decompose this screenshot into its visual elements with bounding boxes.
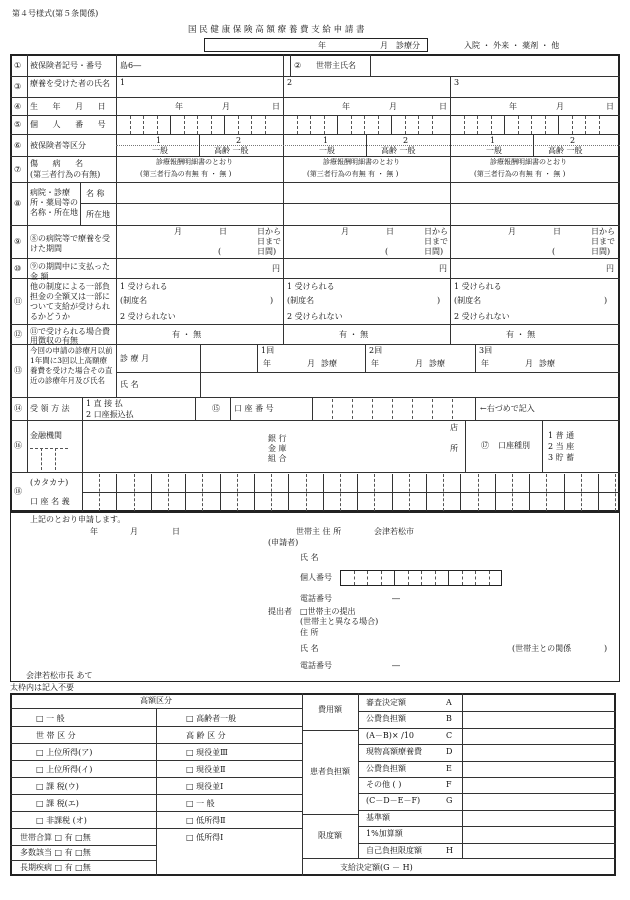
relation-label: (世帯主との関係 bbox=[512, 644, 572, 653]
account-type-label: 口座種別 bbox=[498, 441, 530, 450]
num-16: ⑯ bbox=[14, 441, 22, 450]
kogaku-left-6[interactable]: □ 非課税 (オ) bbox=[36, 816, 87, 825]
patient-name-label: 療養を受けた者の氏名 bbox=[30, 79, 110, 88]
other-1-yes[interactable]: 1 受けられる bbox=[287, 282, 335, 291]
disease-label: 傷 病 名 bbox=[30, 159, 90, 168]
applicant-address[interactable]: 会津若松市 bbox=[374, 527, 414, 536]
thirdparty-1[interactable]: (第三者行為の有無 有 ・ 無 ) bbox=[307, 170, 399, 178]
fee-yn-1[interactable]: 有 ・ 無 bbox=[172, 330, 202, 339]
bank-type-3[interactable]: 組 合 bbox=[268, 454, 287, 463]
branch-label-b: 所 bbox=[450, 444, 458, 453]
prior-1-month: 月 bbox=[415, 359, 423, 368]
office-item-5-code: F bbox=[446, 780, 452, 789]
other-0-system: (制度名 bbox=[120, 296, 148, 305]
prior-1-times: 2回 bbox=[369, 346, 383, 355]
cat-1-opt1-no: 1 bbox=[323, 136, 329, 145]
kogaku-right-2[interactable]: □ 現役並Ⅲ bbox=[186, 748, 228, 757]
period-1-to: 日まで bbox=[424, 237, 448, 246]
submitter-note: (世帯主と異なる場合) bbox=[300, 617, 379, 626]
patient-burden-label: 患者負担額 bbox=[310, 767, 350, 776]
office-item-9-code: H bbox=[446, 845, 453, 855]
kogaku-right-0[interactable]: □ 高齢者一般 bbox=[186, 714, 237, 723]
period-1-month: 月 bbox=[341, 227, 349, 236]
kogaku-left-2[interactable]: □ 上位所得(ア) bbox=[36, 748, 93, 757]
bd1-year: 年 bbox=[175, 102, 183, 111]
birthdate-label: 生 年 月 日 bbox=[30, 102, 112, 111]
prior-0-year: 年 bbox=[263, 359, 271, 368]
treatment-month-label: 診 療 月 bbox=[120, 354, 150, 363]
relation-close: ) bbox=[604, 644, 608, 653]
receipt-transfer[interactable]: 2 口座振込払 bbox=[86, 410, 134, 419]
period-0-from: 日から bbox=[257, 227, 281, 236]
right-align-note: ←右づめで記入 bbox=[480, 404, 535, 413]
account-number-label: 口 座 番 号 bbox=[234, 404, 274, 413]
receipt-direct[interactable]: 1 直 接 払 bbox=[86, 399, 123, 408]
insured-number-value[interactable]: 島6― bbox=[120, 61, 142, 70]
fee-yn-2[interactable]: 有 ・ 無 bbox=[339, 330, 369, 339]
cat-0-opt2-no: 2 bbox=[236, 136, 242, 145]
num-18: ⑱ bbox=[14, 487, 22, 496]
other-system-label: 他の制度による一部負担金の全額又は一部について支給が受けられるかどうか bbox=[30, 282, 110, 321]
num-11: ⑪ bbox=[14, 297, 22, 306]
num-17: ⑰ bbox=[481, 441, 489, 450]
cat-1-opt2[interactable]: 高齢 一般 bbox=[381, 146, 416, 155]
prior-name-label: 氏 名 bbox=[120, 380, 139, 389]
office-item-2-code: C bbox=[446, 730, 453, 740]
payment-decision: 支給決定額(G － H) bbox=[340, 863, 413, 872]
branch-label-a: 店 bbox=[450, 423, 458, 432]
period-0-month: 月 bbox=[174, 227, 182, 236]
other-0-yes[interactable]: 1 受けられる bbox=[120, 282, 168, 291]
bd2-year: 年 bbox=[342, 102, 350, 111]
thirdparty-0[interactable]: (第三者行為の有無 有 ・ 無 ) bbox=[140, 170, 232, 178]
prior-0-month: 月 bbox=[307, 359, 315, 368]
kogaku-left-4[interactable]: □ 課 税(ウ) bbox=[36, 782, 79, 791]
num-7: ⑦ bbox=[14, 165, 22, 174]
teishotoku-1[interactable]: □ 低所得Ⅰ bbox=[186, 833, 224, 842]
other-1-close: ) bbox=[437, 296, 441, 305]
bd3-month: 月 bbox=[556, 102, 564, 111]
prior-2-times: 3回 bbox=[479, 346, 493, 355]
other-2-yes[interactable]: 1 受けられる bbox=[454, 282, 502, 291]
addressee: 会津若松市長 あて bbox=[26, 671, 93, 680]
bank-type-1[interactable]: 銀 行 bbox=[268, 434, 287, 443]
office-item-0: 審査決定額 bbox=[366, 698, 406, 707]
bd3-year: 年 bbox=[509, 102, 517, 111]
fee-collection-label: ⑪で受けられる場合費用徴収の有無 bbox=[30, 327, 110, 345]
office-item-8: 1%加算額 bbox=[366, 829, 403, 839]
kogaku-left-1: 世 帯 区 分 bbox=[36, 731, 76, 740]
other-0-close: ) bbox=[270, 296, 274, 305]
account-holder-label: 口 座 名 義 bbox=[30, 497, 70, 506]
period-2-paren: ( bbox=[552, 247, 556, 256]
other-2-close: ) bbox=[604, 296, 608, 305]
householder-name-label: 世帯主氏名 bbox=[316, 61, 356, 70]
applicant-personal-no-label: 個人番号 bbox=[300, 573, 332, 582]
kogaku-left-5[interactable]: □ 課 税(エ) bbox=[36, 799, 79, 808]
kogaku-right-5[interactable]: □ 一 般 bbox=[186, 799, 215, 808]
applicant-address-label: 世帯主 住 所 bbox=[296, 527, 342, 536]
prior-1-year: 年 bbox=[371, 359, 379, 368]
disease-1: 診療報酬明細書のとおり bbox=[323, 158, 400, 166]
other-1-system: (制度名 bbox=[287, 296, 315, 305]
num-1: ① bbox=[14, 61, 22, 70]
other-2-no[interactable]: 2 受けられない bbox=[454, 312, 510, 321]
insured-category-label: 被保険者等区分 bbox=[30, 141, 86, 150]
setai-gassan[interactable]: 世帯合算 □ 有 □無 bbox=[20, 833, 91, 842]
kana-label: (カタカナ) bbox=[30, 478, 69, 487]
submitter-phone-label: 電話番号 bbox=[300, 661, 332, 670]
cat-2-opt2-no: 2 bbox=[570, 136, 576, 145]
phone-label: 電話番号 bbox=[300, 594, 332, 603]
other-2-system: (制度名 bbox=[454, 296, 482, 305]
office-item-7: 基準額 bbox=[366, 812, 390, 822]
num-6: ⑥ bbox=[14, 141, 22, 150]
app-day: 日 bbox=[172, 527, 180, 536]
hospital-address-label: 所在地 bbox=[86, 210, 110, 219]
form-number: 第４号様式(第５条関係) bbox=[12, 9, 99, 18]
submitter-phone-dash: ― bbox=[392, 661, 400, 670]
paid-amount-label: ⑨の期間中に支払った 金 額 bbox=[30, 262, 110, 281]
bd2-day: 日 bbox=[439, 102, 447, 111]
period-0-day: 日 bbox=[219, 227, 227, 236]
period-0-days: 日間) bbox=[257, 247, 277, 256]
bank-type-2[interactable]: 金 庫 bbox=[268, 444, 287, 453]
bd1-day: 日 bbox=[272, 102, 280, 111]
period-1-from: 日から bbox=[424, 227, 448, 236]
office-use-table bbox=[10, 693, 616, 876]
office-item-6: (C－D－E－F) bbox=[366, 796, 421, 806]
bd2-month: 月 bbox=[389, 102, 397, 111]
form-title: 国 民 健 康 保 険 高 額 療 養 費 支 給 申 請 書 bbox=[188, 25, 365, 35]
office-item-2: (A－B)× /10 bbox=[366, 730, 415, 740]
receipt-method-label: 受 領 方 法 bbox=[30, 404, 70, 413]
col-1: 1 bbox=[120, 78, 126, 87]
declaration: 上記のとおり申請します。 bbox=[30, 515, 126, 524]
kogaku-right-3[interactable]: □ 現役並Ⅱ bbox=[186, 765, 226, 774]
prior-1-shinryo: 診療 bbox=[429, 359, 445, 368]
kogaku-right-1: 高 齢 区 分 bbox=[186, 731, 226, 740]
prior-2-year: 年 bbox=[481, 359, 489, 368]
kogaku-left-0[interactable]: □ 一 般 bbox=[36, 714, 65, 723]
period-box[interactable] bbox=[204, 38, 428, 52]
insured-number-label: 被保険者記号・番号 bbox=[30, 61, 102, 70]
period-1-paren: ( bbox=[385, 247, 389, 256]
num-9: ⑨ bbox=[14, 237, 22, 246]
other-0-no[interactable]: 2 受けられない bbox=[120, 312, 176, 321]
period-0-to: 日まで bbox=[257, 237, 281, 246]
office-item-9: 自己負担限度額 bbox=[366, 845, 422, 855]
office-item-4-code: E bbox=[446, 763, 452, 773]
other-1-no[interactable]: 2 受けられない bbox=[287, 312, 343, 321]
office-item-3-code: D bbox=[446, 747, 453, 757]
financial-institution-label: 金融機関 bbox=[30, 431, 62, 440]
tasu-gaito[interactable]: 多数該当 □ 有 □無 bbox=[20, 848, 91, 857]
prior-2-month: 月 bbox=[525, 359, 533, 368]
hospital-label: 病院・診療所・薬局等の名称・所在地 bbox=[30, 188, 78, 217]
cat-1-opt1[interactable]: 一般 bbox=[319, 146, 335, 155]
submitter-label: 提出者 bbox=[268, 607, 292, 616]
app-month: 月 bbox=[130, 527, 138, 536]
period-suffix: 診療分 bbox=[396, 41, 420, 50]
account-type-1[interactable]: 1 普 通 bbox=[548, 431, 575, 440]
prior-2-shinryo: 診療 bbox=[539, 359, 555, 368]
office-item-1-code: B bbox=[446, 714, 452, 724]
period-0-paren: ( bbox=[218, 247, 222, 256]
office-item-3: 現物高額療養費 bbox=[366, 747, 422, 757]
limit-label: 限度額 bbox=[318, 831, 342, 840]
disease-0: 診療報酬明細書のとおり bbox=[156, 158, 233, 166]
phone-dash: ― bbox=[392, 594, 400, 603]
period-year: 年 bbox=[318, 41, 326, 50]
num-15: ⑮ bbox=[212, 404, 220, 413]
cost-label: 費用額 bbox=[318, 705, 342, 714]
cat-0-opt1[interactable]: 一般 bbox=[152, 146, 168, 155]
office-item-6-code: G bbox=[446, 796, 453, 806]
app-year: 年 bbox=[90, 527, 98, 536]
cat-2-opt1-no: 1 bbox=[490, 136, 496, 145]
prior-0-times: 1回 bbox=[261, 346, 275, 355]
paid-unit-2: 円 bbox=[439, 264, 447, 273]
applicant-name-label: 氏 名 bbox=[300, 553, 319, 562]
num-13: ⑬ bbox=[14, 366, 22, 375]
num-10: ⑩ bbox=[14, 264, 22, 273]
period-1-day: 日 bbox=[386, 227, 394, 236]
hospital-name-label: 名 称 bbox=[86, 189, 105, 198]
period-2-from: 日から bbox=[591, 227, 615, 236]
period-2-to: 日まで bbox=[591, 237, 615, 246]
period-month: 月 bbox=[380, 41, 388, 50]
office-item-5: その他 ( ) bbox=[366, 780, 402, 789]
kogaku-right-4[interactable]: □ 現役並Ⅰ bbox=[186, 782, 224, 791]
num-4: ④ bbox=[14, 102, 22, 111]
num-2: ② bbox=[294, 61, 302, 70]
submitter-address-label: 住 所 bbox=[300, 628, 319, 637]
cat-1-opt2-no: 2 bbox=[403, 136, 409, 145]
cat-2-opt2[interactable]: 高齢 一般 bbox=[548, 146, 583, 155]
period-2-days: 日間) bbox=[591, 247, 611, 256]
paid-unit-3: 円 bbox=[606, 264, 614, 273]
col-3: 3 bbox=[454, 78, 460, 87]
category-options[interactable]: 入院 ・ 外来 ・ 薬剤 ・ 他 bbox=[464, 41, 560, 50]
submitter-name-label: 氏 名 bbox=[300, 644, 319, 653]
cat-0-opt1-no: 1 bbox=[156, 136, 162, 145]
num-12: ⑫ bbox=[14, 330, 22, 339]
treatment-period-label: ⑧の病院等で療養を受けた期間 bbox=[30, 234, 110, 253]
period-1-days: 日間) bbox=[424, 247, 444, 256]
kogaku-right-6[interactable]: □ 低所得Ⅱ bbox=[186, 816, 226, 825]
num-3: ③ bbox=[14, 82, 22, 91]
choki-shippei[interactable]: 長期疾病 □ 有 □無 bbox=[20, 863, 91, 872]
submitter-option[interactable]: □世帯主の提出 bbox=[300, 607, 356, 616]
bd3-day: 日 bbox=[606, 102, 614, 111]
office-item-0-code: A bbox=[446, 698, 452, 707]
num-8: ⑧ bbox=[14, 199, 22, 208]
third-party-label: (第三者行為の有無) bbox=[30, 170, 101, 179]
thirdparty-2[interactable]: (第三者行為の有無 有 ・ 無 ) bbox=[474, 170, 566, 178]
prior-benefit-label: 今回の申請の診療月以前1年間に3回以上高額療養費を受けた場合その直近の診療年月及び氏名 bbox=[30, 346, 113, 385]
disease-2: 診療報酬明細書のとおり bbox=[490, 158, 567, 166]
fee-yn-3[interactable]: 有 ・ 無 bbox=[506, 330, 536, 339]
period-2-day: 日 bbox=[553, 227, 561, 236]
office-note: 太枠内は記入不要 bbox=[10, 683, 74, 692]
applicant-paren: (申請者) bbox=[268, 538, 299, 547]
num-14: ⑭ bbox=[14, 404, 22, 413]
paid-unit-1: 円 bbox=[272, 264, 280, 273]
prior-0-shinryo: 診療 bbox=[321, 359, 337, 368]
personal-number-label: 個 人 番 号 bbox=[30, 120, 112, 129]
office-item-4: 公費負担額 bbox=[366, 763, 406, 773]
account-type-2[interactable]: 2 当 座 bbox=[548, 442, 575, 451]
kogaku-left-3[interactable]: □ 上位所得(イ) bbox=[36, 765, 93, 774]
cat-2-opt1[interactable]: 一般 bbox=[486, 146, 502, 155]
account-type-3[interactable]: 3 貯 蓄 bbox=[548, 453, 575, 462]
kogaku-header: 高額区分 bbox=[140, 696, 172, 705]
bd1-month: 月 bbox=[222, 102, 230, 111]
period-2-month: 月 bbox=[508, 227, 516, 236]
num-5: ⑤ bbox=[14, 120, 22, 129]
cat-0-opt2[interactable]: 高齢 一般 bbox=[214, 146, 249, 155]
office-item-1: 公費負担額 bbox=[366, 714, 406, 724]
col-2: 2 bbox=[287, 78, 293, 87]
